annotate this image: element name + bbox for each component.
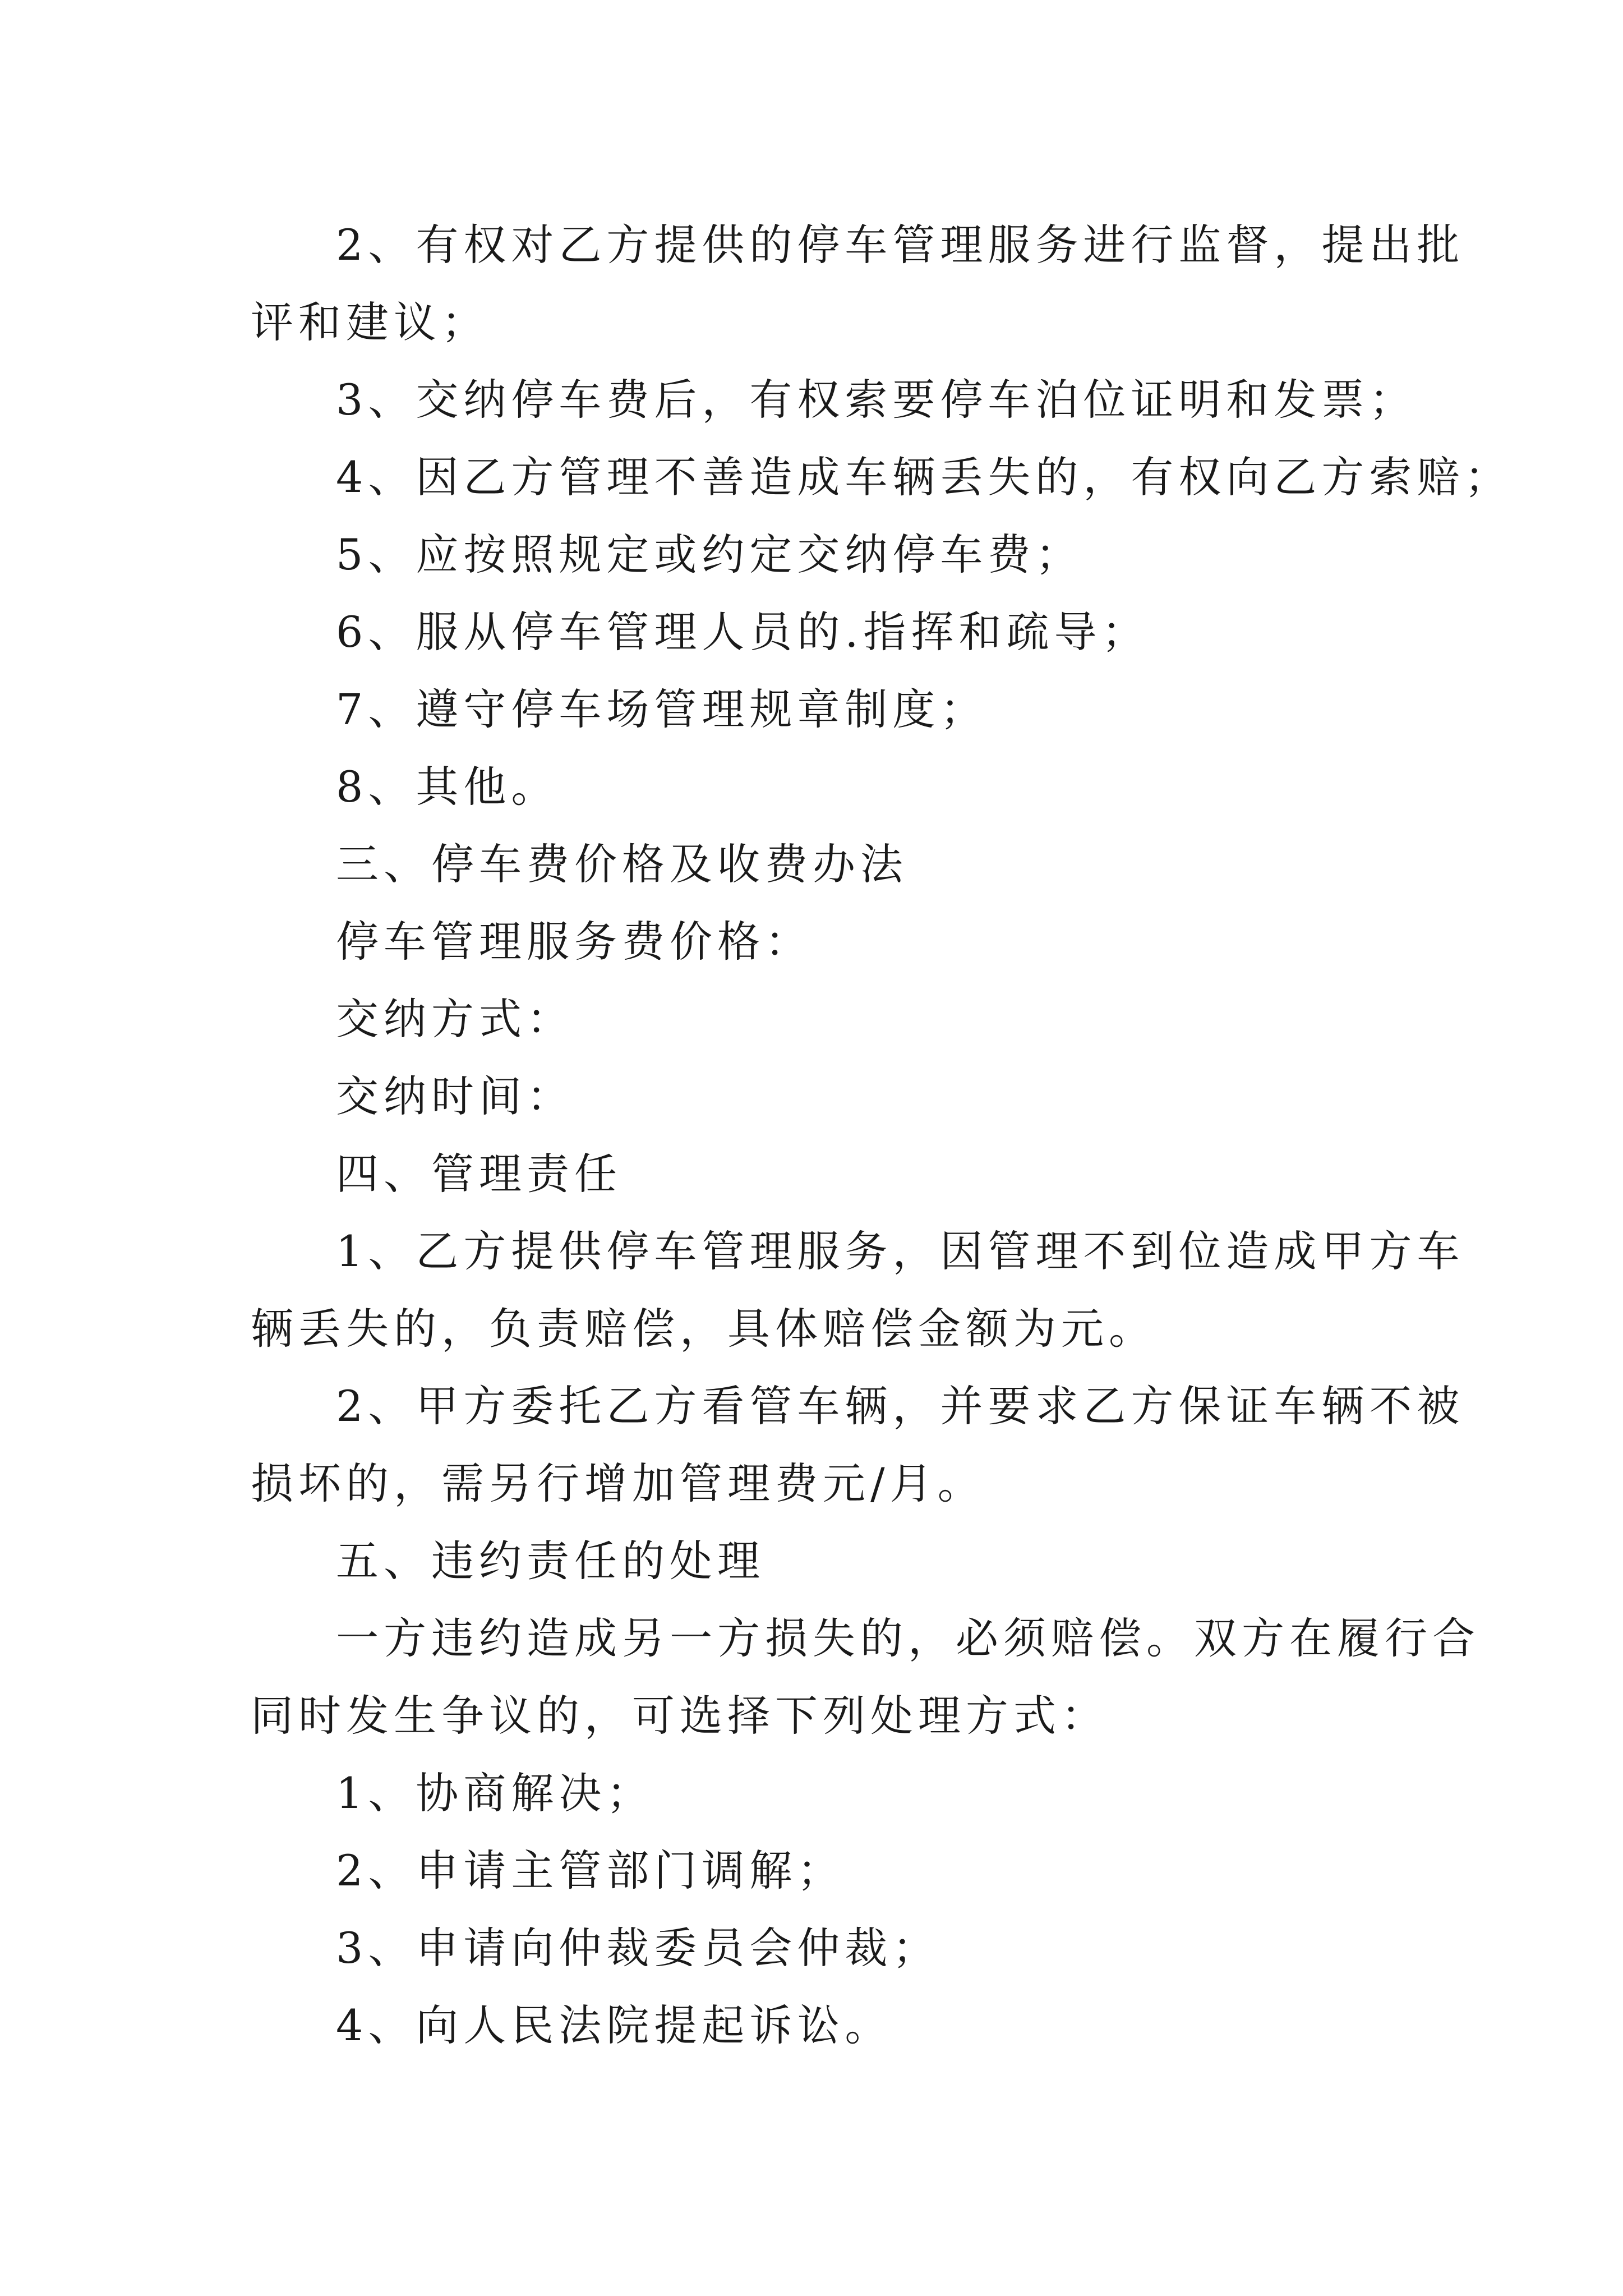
section-heading: 五、违约责任的处理 <box>336 1536 765 1586</box>
paragraph-line: 2、甲方委托乙方看管车辆，并要求乙方保证车辆不被 <box>336 1381 1465 1431</box>
document-body <box>251 206 1513 2064</box>
paragraph-line: 评和建议； <box>251 297 489 347</box>
paragraph-line: 交纳时间： <box>336 1071 574 1121</box>
paragraph-line: 停车管理服务费价格： <box>336 917 813 967</box>
paragraph-line: 7、遵守停车场管理规章制度； <box>336 684 988 734</box>
paragraph-line: 同时发生争议的，可选择下列处理方式： <box>251 1691 1109 1741</box>
paragraph-line: 5、应按照规定或约定交纳停车费； <box>336 530 1083 579</box>
paragraph-line: 8、其他。 <box>336 762 559 812</box>
paragraph-line: 损坏的，需另行增加管理费元/月。 <box>251 1458 985 1508</box>
paragraph-line: 1、协商解决； <box>336 1768 654 1818</box>
paragraph-line: 4、向人民法院提起诉讼。 <box>336 2000 893 2050</box>
section-heading: 三、停车费价格及收费办法 <box>336 839 908 889</box>
paragraph-line: 1、乙方提供停车管理服务，因管理不到位造成甲方车 <box>336 1226 1465 1276</box>
paragraph-line: 2、申请主管部门调解； <box>336 1846 845 1895</box>
paragraph-line: 2、有权对乙方提供的停车管理服务进行监督，提出批 <box>336 220 1465 270</box>
paragraph-line: 交纳方式： <box>336 994 574 1044</box>
section-heading: 四、管理责任 <box>336 1149 622 1199</box>
paragraph-line: 辆丢失的，负责赔偿，具体赔偿金额为元。 <box>251 1304 1156 1354</box>
paragraph-line: 3、交纳停车费后，有权索要停车泊位证明和发票； <box>336 375 1417 425</box>
paragraph-line: 3、申请向仲裁委员会仲裁； <box>336 1923 940 1973</box>
paragraph-line: 6、服从停车管理人员的.指挥和疏导； <box>336 607 1150 657</box>
paragraph-line: 一方违约造成另一方损失的，必须赔偿。双方在履行合 <box>336 1613 1480 1663</box>
paragraph-line: 4、因乙方管理不善造成车辆丢失的，有权向乙方索赔； <box>336 452 1513 502</box>
